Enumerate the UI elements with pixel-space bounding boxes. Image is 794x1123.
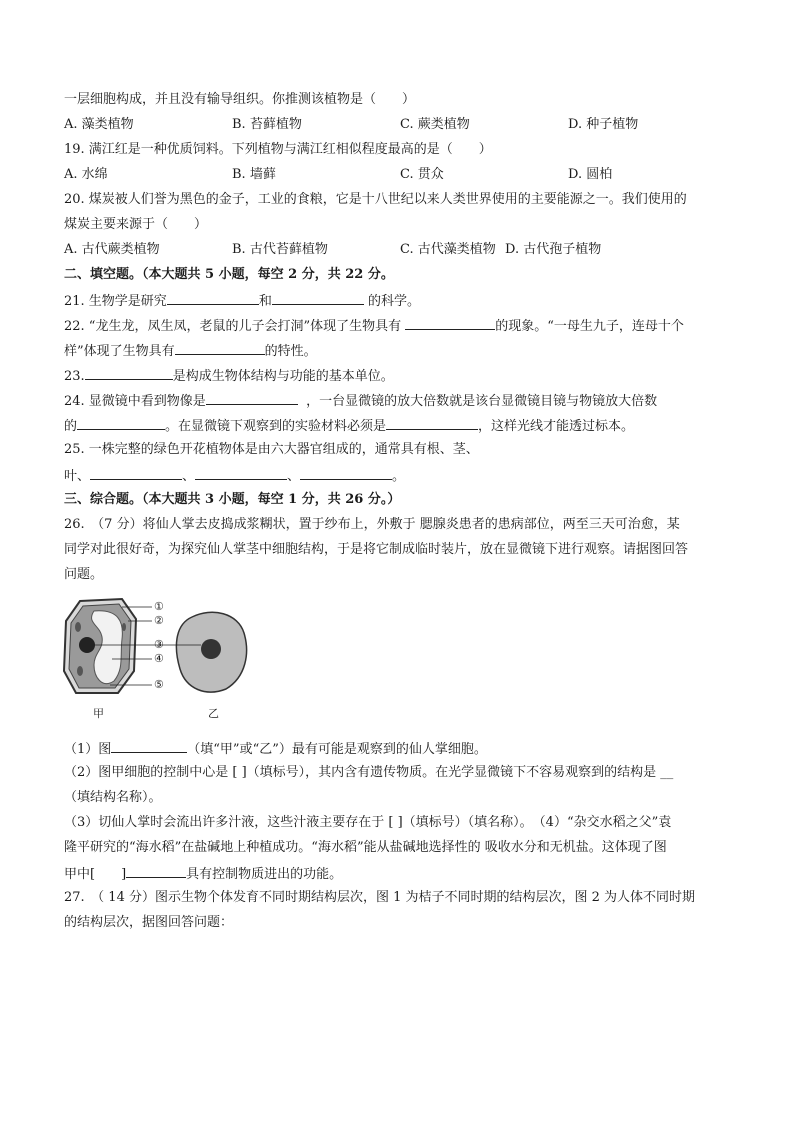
q20-option-d: D. 古代孢子植物: [505, 242, 602, 257]
q27-line1: 27. （ 14 分）图示生物个体发育不同时期结构层次，图 1 为桔子不同时期的结构层次，图 2 为人体不同时期: [64, 890, 696, 905]
q23-text-a: 23.: [64, 369, 85, 384]
q25-text-b: 叶、: [64, 469, 91, 484]
answer-blank[interactable]: [85, 367, 173, 380]
q26-line3: 问题。: [64, 567, 104, 582]
q20-option-a: A. 古代蕨类植物: [64, 242, 160, 257]
q23: [64, 367, 394, 385]
section-2-heading: 二、填空题。（本大题共 5 小题，每空 2 分，共 22 分。: [64, 267, 394, 282]
q20-text-line1: 20. 煤炭被人们誉为黑色的金子，工业的食粮，它是十八世纪以来人类世界使用的主要能源之一。我们使用的: [64, 192, 687, 207]
chloroplast: [75, 622, 81, 632]
q20-text-line2: 煤炭主要来源于（ ）: [64, 217, 208, 232]
chloroplast: [122, 623, 126, 631]
q24-text-a: 24. 显微镜中看到物像是: [64, 394, 206, 409]
answer-blank[interactable]: [272, 292, 364, 305]
q25-line2: [64, 467, 405, 485]
q26-sub1-a: （1）图: [64, 742, 112, 757]
answer-blank[interactable]: [386, 417, 478, 430]
q20-option-c: C. 古代藻类植物: [400, 242, 496, 257]
q22-line1: [64, 317, 684, 335]
answer-blank[interactable]: [77, 417, 165, 430]
label-1: ①: [154, 600, 164, 613]
q19-option-a: A. 水绵: [64, 167, 108, 182]
q21-text-a: 21. 生物学是研究: [64, 294, 167, 309]
q23-text-b: 是构成生物体结构与功能的基本单位。: [172, 369, 394, 384]
section-3-heading: 三、综合题。（本大题共 3 小题，每空 1 分，共 26 分。）: [64, 492, 401, 507]
q24-text-b: ，一台显微镜的放大倍数就是该台显微镜目镜与物镜放大倍数: [306, 394, 658, 409]
q18-option-d: D. 种子植物: [568, 117, 639, 132]
label-jia: 甲: [93, 707, 104, 720]
q24-text-c: 的: [64, 419, 78, 434]
q27-line2: 的结构层次，据图回答问题：: [64, 915, 234, 930]
q19-option-d: D. 圆柏: [568, 167, 613, 182]
q26-sub3-line2: 隆平研究的“海水稻”在盐碱地上种植成功。“海水稻”能从盐碱地选择性的 吸收水分和无机盐。这体现了图: [64, 840, 667, 855]
answer-blank[interactable]: [111, 740, 187, 753]
q24-text-e: ，这样光线才能透过标本。: [478, 419, 635, 434]
q22-text-b: 的现象。“一母生九子，连母十个: [495, 319, 684, 334]
q26-sub3-line3: [64, 865, 342, 883]
animal-nucleus: [201, 639, 221, 659]
answer-blank[interactable]: [167, 292, 259, 305]
label-3: ③: [154, 638, 164, 651]
answer-blank[interactable]: [195, 467, 287, 480]
q21: [64, 292, 420, 310]
q25-sep: 、: [182, 469, 196, 484]
q25-end: 。: [392, 469, 406, 484]
q24-line2: [64, 417, 634, 435]
answer-blank[interactable]: [175, 342, 265, 355]
q26-sub3-b: 具有控制物质进出的功能。: [186, 867, 343, 882]
q20-option-b: B. 古代苔藓植物: [232, 242, 328, 257]
q26-line1: 26. （7 分）将仙人掌去皮捣成浆糊状，置于纱布上，外敷于 腮腺炎患者的患病部位，两至三天可治愈，某: [64, 517, 680, 532]
answer-blank[interactable]: [405, 317, 495, 330]
answer-blank[interactable]: [126, 865, 186, 878]
q26-sub2-line2: （填结构名称）。: [64, 790, 162, 805]
answer-blank[interactable]: [90, 467, 182, 480]
q18-text: 一层细胞构成，并且没有输导组织。你推测该植物是（ ）: [64, 92, 416, 107]
q18-option-a: A. 藻类植物: [64, 117, 134, 132]
answer-blank[interactable]: [300, 467, 392, 480]
q24-text-d: 。在显微镜下观察到的实验材料必须是: [165, 419, 387, 434]
q24-line1: [64, 392, 657, 410]
label-2: ②: [154, 614, 164, 627]
q22-text-d: 的特性。: [264, 344, 317, 359]
label-yi: 乙: [208, 707, 219, 720]
q26-sub2-line1: （2）图甲细胞的控制中心是 [ ]（填标号），其内含有遗传物质。在光学显微镜下不容易观察到的结构是 __: [64, 765, 674, 780]
q19-option-c: C. 贯众: [400, 167, 444, 182]
q22-line2: [64, 342, 317, 360]
q25-sep: 、: [287, 469, 301, 484]
q26-sub1-b: （填“甲”或“乙”）最有可能是观察到的仙人掌细胞。: [187, 742, 487, 757]
chloroplast: [77, 666, 83, 676]
q21-text-c: 的科学。: [367, 294, 420, 309]
q26-sub1: [64, 740, 487, 758]
label-5: ⑤: [154, 678, 164, 691]
q22-text-a: 22. “龙生龙，凤生凤，老鼠的儿子会打洞”体现了生物具有: [64, 319, 402, 334]
q26-sub3-a: 甲中[ ]: [64, 867, 127, 882]
q18-option-c: C. 蕨类植物: [400, 117, 470, 132]
q19-option-b: B. 墙藓: [232, 167, 276, 182]
q26-sub3-line1: （3）切仙人掌时会流出许多汁液，这些汁液主要存在于 [ ]（填标号）（填名称）。 （4）“杂交水稻之父”袁: [64, 815, 672, 830]
q21-text-b: 和: [258, 294, 272, 309]
q18-option-b: B. 苔藓植物: [232, 117, 302, 132]
q25-line1: 25. 一株完整的绿色开花植物体是由六大器官组成的，通常具有根、茎、: [64, 442, 479, 457]
q19-text: 19. 满江红是一种优质饲料。下列植物与满江红相似程度最高的是（ ）: [64, 142, 492, 157]
q22-text-c: 样”体现了生物具有: [64, 344, 175, 359]
answer-blank[interactable]: [206, 392, 298, 405]
q26-line2: 同学对此很好奇，为探究仙人掌茎中细胞结构，于是将它制成临时装片，放在显微镜下进行观察。请据图回答: [64, 542, 689, 557]
label-4: ④: [154, 652, 164, 665]
cell-figure: [60, 597, 250, 722]
